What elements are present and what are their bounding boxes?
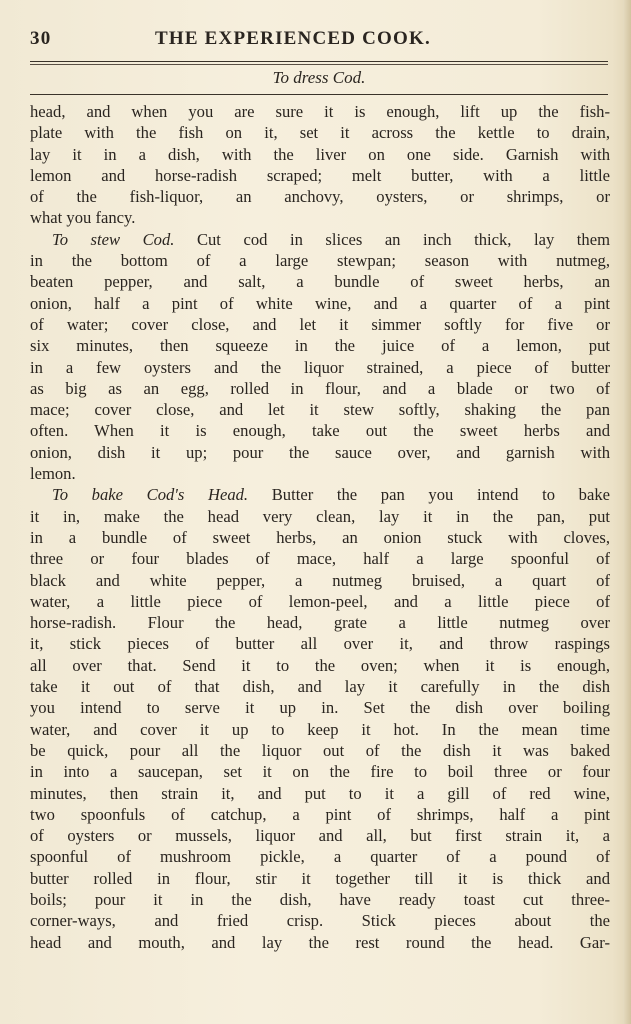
text-line [30,633,610,654]
text-line [30,122,610,143]
text-run: in the bottom of a large stewpan; season with nutmeg, [30,251,610,271]
text-line [30,655,610,676]
text-line [30,506,610,527]
text-run: two spoonfuls of catchup, a pint of shrimps, half a pint [30,804,610,824]
text-line [30,357,610,378]
text-line [30,740,610,761]
text-line [30,314,610,335]
text-line [30,207,610,228]
text-run: beaten pepper, and salt, a bundle of sweet herbs, an [30,272,610,292]
text-line [30,165,610,186]
text-line [30,570,610,591]
text-line [30,335,610,356]
text-run: of oysters or mussels, liquor and all, but first strain it, a [30,826,610,846]
text-run: water, a little piece of lemon-peel, and a little piece of [30,591,610,611]
text-run: black and white pepper, a nutmeg bruised, a quart of [30,570,610,590]
text-line [30,250,610,271]
text-line [30,612,610,633]
text-line [30,442,610,463]
text-line [30,761,610,782]
text-line [30,783,610,804]
text-line [30,527,610,548]
text-body [30,101,610,953]
page-number: 30 [30,28,52,49]
text-run: as big as an egg, rolled in flour, and a blade or two of [30,378,610,398]
text-run: you intend to serve it up in. Set the dish over boiling [30,698,610,718]
text-line [30,378,610,399]
text-line [30,719,610,740]
text-line [30,868,610,889]
text-run: in a few oysters and the liquor strained, a piece of butter [30,357,610,377]
running-head [30,28,610,52]
text-run: six minutes, then squeeze in the juice of a lemon, put [30,336,610,356]
text-line [30,484,610,505]
header-rule [30,61,608,62]
text-line [30,910,610,931]
text-run: head, and when you are sure it is enough, lift up the fish- [30,102,610,121]
text-line [30,186,610,207]
text-line [30,676,610,697]
text-run: of the fish-liquor, an anchovy, oysters, or shrimps, or [30,187,610,207]
text-run: lay it in a dish, with the liver on one side. Garnish with [30,144,610,164]
text-line [30,825,610,846]
text-run: plate with the fish on it, set it across the kettle to drain, [30,123,610,143]
text-run: onion, dish it up; pour the sauce over, and garnish with [30,442,610,462]
text-run: onion, half a pint of white wine, and a quarter of a pint [30,293,610,313]
text-run: minutes, then strain it, and put to it a gill of red wine, [30,783,610,803]
text-run: corner-ways, and fried crisp. Stick pieces about the [30,911,610,931]
text-run: three or four blades of mace, half a large spoonful of [30,549,610,569]
text-run: it, stick pieces of butter all over it, and throw raspings [30,634,610,654]
text-run: take it out of that dish, and lay it carefully in the dish [30,677,610,697]
text-run: in into a saucepan, set it on the fire to boil three or four [30,762,610,782]
section-rule [30,94,608,95]
text-run: often. When it is enough, take out the sweet herbs and [30,421,610,441]
text-line [30,697,610,718]
text-run: of water; cover close, and let it simmer softly for five or [30,314,610,334]
text-run: horse-radish. Flour the head, grate a little nutmeg over [30,613,610,633]
section-title: To dress Cod. [272,68,366,87]
text-run: it in, make the head very clean, lay it in the pan, put [30,506,610,526]
text-line [30,846,610,867]
text-run: all over that. Send it to the oven; when it is enough, [30,655,610,675]
text-line [30,804,610,825]
text-run: head and mouth, and lay the rest round the head. Gar- [30,932,610,952]
text-line [30,463,610,484]
text-line [30,144,610,165]
text-run: mace; cover close, and let it stew softly, shaking the pan [30,400,610,420]
text-line [30,591,610,612]
recipe-heading: To stew Cod. [52,229,175,249]
text-run: Butter the pan you intend to bake [248,485,610,505]
text-line [30,889,610,910]
text-line [30,271,610,292]
text-run: lemon and horse-radish scraped; melt butter, with a little [30,165,610,185]
text-run: spoonful of mushroom pickle, a quarter of a pound of [30,847,610,867]
text-line [30,399,610,420]
text-line [30,932,610,953]
text-line [30,548,610,569]
text-line [30,101,610,122]
text-run: butter rolled in flour, stir it together till it is thick and [30,868,610,888]
text-run: what you fancy. [30,208,136,228]
text-run: in a bundle of sweet herbs, an onion stuck with cloves, [30,527,610,547]
text-run: boils; pour it in the dish, have ready toast cut three- [30,889,610,909]
text-run: be quick, pour all the liquor out of the dish it was baked [30,740,610,760]
text-run: Cut cod in slices an inch thick, lay them [174,229,610,249]
text-line [30,420,610,441]
recipe-heading: To bake Cod's Head. [52,485,249,505]
header-rule-thin [30,64,608,65]
text-run: lemon. [30,464,76,484]
book-title: THE EXPERIENCED COOK. [155,28,431,49]
text-run: water, and cover it up to keep it hot. In the mean time [30,719,610,739]
text-line [30,229,610,250]
page-edge [623,0,631,1024]
text-line [30,293,610,314]
